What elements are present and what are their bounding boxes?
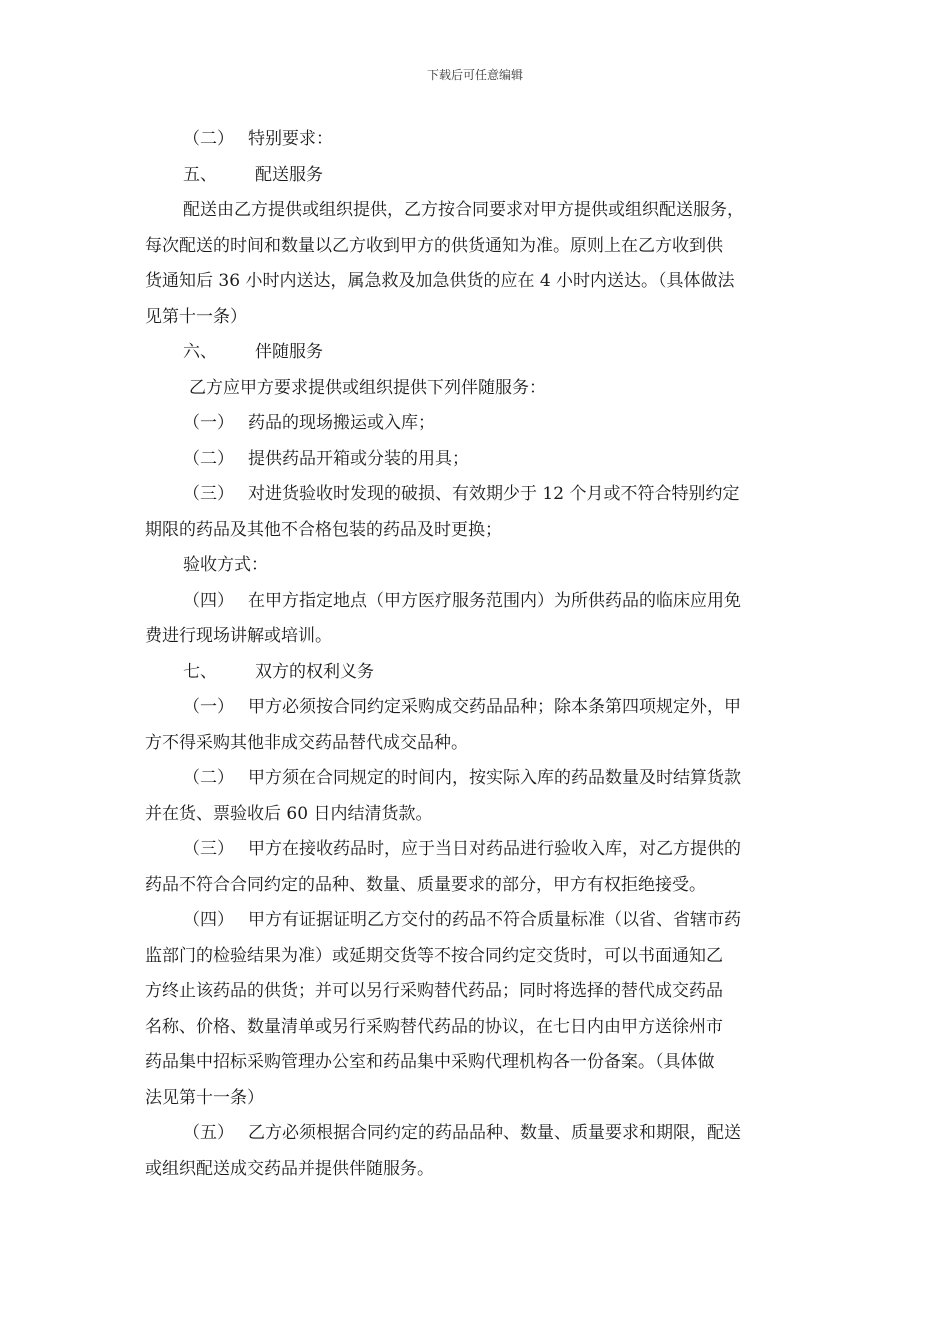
section-title: 伴随服务: [255, 342, 323, 362]
paragraph-line: 并在货、票验收后 60 日内结清货款。: [145, 803, 433, 824]
clause-item: [145, 690, 810, 726]
clause-text: 对进货验收时发现的破损、有效期少于 12 个月或不符合特别约定: [248, 484, 740, 504]
paragraph-line: 法见第十一条）: [145, 1087, 264, 1108]
clause-text: 甲方有证据证明乙方交付的药品不符合质量标准（以省、省辖市药: [248, 910, 741, 930]
clause-text: 药品的现场搬运或入库；: [248, 413, 435, 433]
clause-number: （四）: [183, 910, 234, 930]
paragraph-line: 乙方应甲方要求提供或组织提供下列伴随服务：: [189, 377, 546, 398]
clause-item: [145, 442, 810, 478]
clause-item: [145, 584, 810, 620]
clause-item: [145, 761, 810, 797]
clause-text: 甲方在接收药品时，应于当日对药品进行验收入库，对乙方提供的: [248, 839, 741, 859]
paragraph-line: 方不得采购其他非成交药品替代成交品种。: [145, 732, 468, 753]
section-number: 五、: [183, 164, 217, 185]
clause-item: [145, 832, 810, 868]
clause-item: [145, 903, 810, 939]
clause-number: （三）: [183, 484, 234, 504]
clause-number: （四）: [183, 590, 234, 611]
section-title: 双方的权利义务: [255, 661, 374, 682]
section-heading-accompanying-services: [145, 335, 810, 371]
paragraph-line: 费进行现场讲解或培训。: [145, 626, 332, 646]
clause-number: （二）: [183, 768, 234, 788]
clause-text: 甲方须在合同规定的时间内，按实际入库的药品数量及时结算货款: [248, 768, 741, 788]
page-header: 下载后可任意编辑: [426, 68, 523, 82]
paragraph-line: 货通知后 36 小时内送达，属急救及加急供货的应在 4 小时内送达。（具体做法: [145, 271, 735, 291]
paragraph-line: 方终止该药品的供货；并可以另行采购替代药品；同时将选择的替代成交药品: [145, 981, 723, 1001]
clause-number: （二）: [183, 448, 234, 469]
paragraph-line: 配送由乙方提供或组织提供，乙方按合同要求对甲方提供或组织配送服务，: [183, 200, 744, 220]
clause-text: 乙方必须根据合同约定的药品品种、数量、质量要求和期限，配送: [248, 1123, 741, 1143]
clause-number: （五）: [183, 1123, 234, 1143]
clause-number: （一）: [183, 413, 234, 433]
clause-item: [145, 406, 810, 442]
clause-text: 在甲方指定地点（甲方医疗服务范围内）为所供药品的临床应用免: [248, 590, 741, 611]
clause-number: （三）: [183, 839, 234, 859]
clause-item: [145, 1116, 810, 1152]
paragraph-line: 每次配送的时间和数量以乙方收到甲方的供货通知为准。原则上在乙方收到供: [145, 235, 723, 256]
section-heading-delivery: [145, 158, 810, 194]
paragraph-line: 监部门的检验结果为准）或延期交货等不按合同约定交货时，可以书面通知乙: [145, 945, 723, 966]
clause-number: （一）: [183, 697, 234, 717]
section-number: 七、: [183, 661, 217, 682]
paragraph-line: 或组织配送成交药品并提供伴随服务。: [145, 1158, 434, 1179]
paragraph-line: 见第十一条）: [145, 306, 247, 327]
clause-text: 特别要求：: [248, 129, 333, 149]
section-number: 六、: [183, 342, 217, 362]
clause-special-requirements: [145, 122, 810, 158]
clause-number: （二）: [183, 129, 234, 149]
clause-item: [145, 477, 810, 513]
paragraph-line: 期限的药品及其他不合格包装的药品及时更换；: [145, 519, 502, 540]
paragraph-line: 药品集中招标采购管理办公室和药品集中采购代理机构各一份备案。（具体做: [145, 1052, 715, 1072]
section-heading-rights-obligations: [145, 655, 810, 691]
paragraph-line: 药品不符合合同约定的品种、数量、质量要求的部分，甲方有权拒绝接受。: [145, 874, 706, 895]
paragraph-line: 名称、价格、数量清单或另行采购替代药品的协议，在七日内由甲方送徐州市: [145, 1016, 723, 1037]
clause-text: 提供药品开箱或分装的用具；: [248, 448, 469, 469]
clause-text: 甲方必须按合同约定采购成交药品品种；除本条第四项规定外，甲: [248, 697, 741, 717]
acceptance-method-label: 验收方式：: [183, 555, 268, 575]
document-body: [145, 122, 810, 1187]
section-title: 配送服务: [255, 164, 323, 185]
